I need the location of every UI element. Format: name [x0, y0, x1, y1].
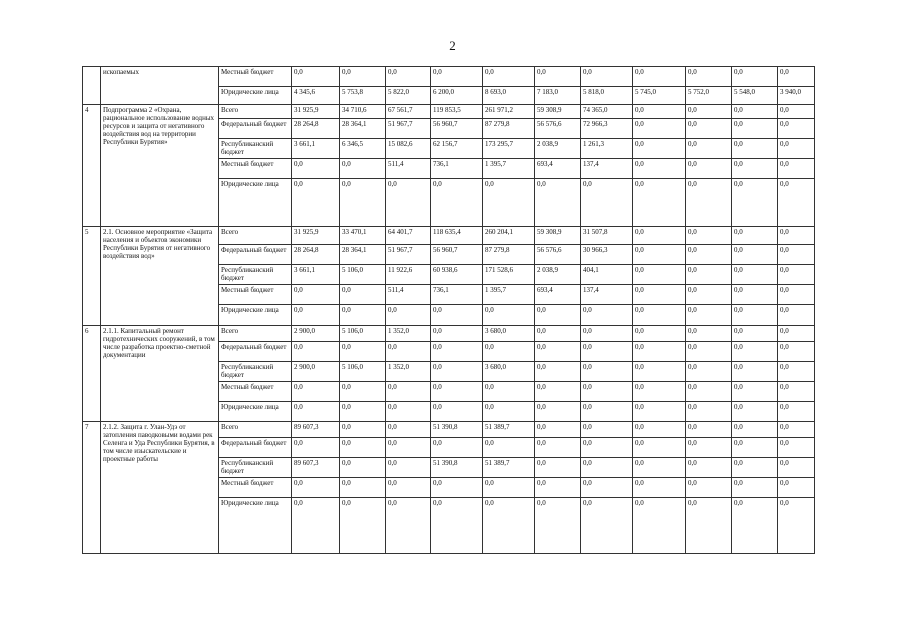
amount-cell: 0,0 [340, 305, 386, 326]
amount-cell: 0,0 [340, 402, 386, 422]
amount-cell: 0,0 [386, 179, 431, 227]
amount-cell: 0,0 [633, 159, 686, 179]
amount-cell: 0,0 [686, 227, 732, 245]
amount-cell: 5 818,0 [581, 87, 633, 105]
amount-cell: 4 345,6 [292, 87, 340, 105]
amount-cell: 0,0 [633, 105, 686, 119]
amount-cell: 0,0 [686, 105, 732, 119]
amount-cell: 3 680,0 [483, 326, 535, 342]
amount-cell: 0,0 [686, 478, 732, 498]
amount-cell: 89 607,3 [292, 422, 340, 438]
amount-cell: 6 346,5 [340, 139, 386, 159]
amount-cell: 0,0 [535, 402, 581, 422]
funding-source: Республиканский бюджет [219, 139, 292, 159]
amount-cell: 0,0 [633, 438, 686, 458]
funding-source: Всего [219, 227, 292, 245]
amount-cell: 0,0 [686, 402, 732, 422]
amount-cell: 56 960,7 [431, 245, 483, 265]
amount-cell: 0,0 [732, 326, 778, 342]
amount-cell: 87 279,8 [483, 245, 535, 265]
amount-cell: 0,0 [633, 67, 686, 87]
amount-cell: 28 364,1 [340, 245, 386, 265]
amount-cell: 0,0 [732, 139, 778, 159]
amount-cell: 51 390,8 [431, 458, 483, 478]
amount-cell: 736,1 [431, 159, 483, 179]
amount-cell: 0,0 [633, 227, 686, 245]
amount-cell: 0,0 [633, 265, 686, 285]
amount-cell: 0,0 [340, 422, 386, 438]
amount-cell: 0,0 [535, 67, 581, 87]
amount-cell: 0,0 [386, 438, 431, 458]
amount-cell: 0,0 [732, 67, 778, 87]
amount-cell: 1 352,0 [386, 362, 431, 382]
amount-cell: 0,0 [431, 498, 483, 554]
amount-cell: 5 753,8 [340, 87, 386, 105]
funding-source: Юридические лица [219, 87, 292, 105]
amount-cell: 0,0 [686, 498, 732, 554]
amount-cell: 0,0 [778, 326, 815, 342]
amount-cell: 0,0 [686, 67, 732, 87]
funding-source: Юридические лица [219, 179, 292, 227]
amount-cell: 31 507,8 [581, 227, 633, 245]
amount-cell: 0,0 [581, 422, 633, 438]
amount-cell: 0,0 [732, 362, 778, 382]
page-number: 2 [449, 38, 456, 53]
funding-source: Юридические лица [219, 305, 292, 326]
budget-table [82, 66, 815, 554]
funding-source: Местный бюджет [219, 67, 292, 87]
amount-cell: 0,0 [431, 382, 483, 402]
amount-cell: 736,1 [431, 285, 483, 305]
amount-cell: 0,0 [535, 179, 581, 227]
row-number: 5 [83, 227, 101, 326]
amount-cell: 51 967,7 [386, 245, 431, 265]
amount-cell: 0,0 [778, 227, 815, 245]
amount-cell: 0,0 [431, 305, 483, 326]
amount-cell: 0,0 [732, 179, 778, 227]
amount-cell: 0,0 [431, 342, 483, 362]
table-row [83, 67, 815, 87]
amount-cell: 0,0 [732, 458, 778, 478]
amount-cell: 0,0 [292, 382, 340, 402]
amount-cell: 0,0 [535, 498, 581, 554]
amount-cell: 7 183,0 [535, 87, 581, 105]
funding-source: Юридические лица [219, 498, 292, 554]
table-row [83, 422, 815, 438]
amount-cell: 0,0 [633, 139, 686, 159]
funding-source: Федеральный бюджет [219, 119, 292, 139]
program-name: ископаемых [101, 67, 219, 105]
amount-cell: 51 390,8 [431, 422, 483, 438]
funding-source: Юридические лица [219, 402, 292, 422]
row-number: 6 [83, 326, 101, 422]
amount-cell: 0,0 [340, 67, 386, 87]
row-number: 4 [83, 105, 101, 227]
amount-cell: 260 204,1 [483, 227, 535, 245]
amount-cell: 2 038,9 [535, 265, 581, 285]
amount-cell: 0,0 [292, 478, 340, 498]
amount-cell: 0,0 [386, 498, 431, 554]
amount-cell: 0,0 [686, 139, 732, 159]
amount-cell: 0,0 [633, 382, 686, 402]
amount-cell: 56 576,6 [535, 245, 581, 265]
amount-cell: 0,0 [686, 305, 732, 326]
amount-cell: 0,0 [732, 105, 778, 119]
amount-cell: 0,0 [778, 382, 815, 402]
funding-source: Всего [219, 326, 292, 342]
amount-cell: 0,0 [386, 422, 431, 438]
budget-table-body [83, 67, 815, 554]
amount-cell: 0,0 [535, 438, 581, 458]
amount-cell: 60 938,6 [431, 265, 483, 285]
amount-cell: 11 922,6 [386, 265, 431, 285]
amount-cell: 3 661,1 [292, 139, 340, 159]
amount-cell: 0,0 [340, 498, 386, 554]
amount-cell: 0,0 [686, 422, 732, 438]
amount-cell: 5 106,0 [340, 362, 386, 382]
funding-source: Всего [219, 422, 292, 438]
amount-cell: 0,0 [292, 342, 340, 362]
funding-source: Республиканский бюджет [219, 362, 292, 382]
amount-cell: 51 967,7 [386, 119, 431, 139]
amount-cell: 0,0 [581, 438, 633, 458]
amount-cell: 0,0 [778, 245, 815, 265]
amount-cell: 3 940,0 [778, 87, 815, 105]
amount-cell: 0,0 [340, 458, 386, 478]
amount-cell: 0,0 [686, 326, 732, 342]
amount-cell: 67 561,7 [386, 105, 431, 119]
amount-cell: 3 680,0 [483, 362, 535, 382]
amount-cell: 0,0 [535, 478, 581, 498]
amount-cell: 0,0 [431, 478, 483, 498]
amount-cell: 0,0 [633, 478, 686, 498]
amount-cell: 74 365,0 [581, 105, 633, 119]
amount-cell: 0,0 [292, 402, 340, 422]
amount-cell: 0,0 [292, 67, 340, 87]
amount-cell: 0,0 [581, 382, 633, 402]
amount-cell: 0,0 [778, 67, 815, 87]
amount-cell: 0,0 [686, 159, 732, 179]
funding-source: Местный бюджет [219, 382, 292, 402]
amount-cell: 0,0 [633, 402, 686, 422]
amount-cell: 0,0 [732, 478, 778, 498]
amount-cell: 0,0 [386, 305, 431, 326]
amount-cell: 15 082,6 [386, 139, 431, 159]
funding-source: Местный бюджет [219, 159, 292, 179]
amount-cell: 0,0 [778, 119, 815, 139]
amount-cell: 0,0 [483, 382, 535, 402]
amount-cell: 0,0 [483, 438, 535, 458]
amount-cell: 0,0 [386, 67, 431, 87]
amount-cell: 0,0 [292, 305, 340, 326]
amount-cell: 0,0 [732, 402, 778, 422]
amount-cell: 0,0 [431, 67, 483, 87]
amount-cell: 0,0 [431, 179, 483, 227]
amount-cell: 0,0 [340, 478, 386, 498]
amount-cell: 0,0 [633, 179, 686, 227]
amount-cell: 0,0 [340, 342, 386, 362]
amount-cell: 0,0 [686, 382, 732, 402]
amount-cell: 0,0 [292, 179, 340, 227]
row-number: 7 [83, 422, 101, 554]
amount-cell: 34 710,6 [340, 105, 386, 119]
amount-cell: 261 971,2 [483, 105, 535, 119]
amount-cell: 0,0 [778, 438, 815, 458]
amount-cell: 59 308,9 [535, 227, 581, 245]
amount-cell: 0,0 [732, 382, 778, 402]
amount-cell: 0,0 [686, 438, 732, 458]
amount-cell: 5 106,0 [340, 326, 386, 342]
amount-cell: 171 528,6 [483, 265, 535, 285]
amount-cell: 0,0 [292, 159, 340, 179]
amount-cell: 0,0 [292, 285, 340, 305]
amount-cell: 0,0 [778, 422, 815, 438]
amount-cell: 2 038,9 [535, 139, 581, 159]
amount-cell: 173 295,7 [483, 139, 535, 159]
amount-cell: 87 279,8 [483, 119, 535, 139]
amount-cell: 0,0 [483, 305, 535, 326]
amount-cell: 0,0 [778, 362, 815, 382]
amount-cell: 51 389,7 [483, 422, 535, 438]
amount-cell: 693,4 [535, 285, 581, 305]
amount-cell: 0,0 [535, 382, 581, 402]
amount-cell: 59 308,9 [535, 105, 581, 119]
amount-cell: 0,0 [340, 179, 386, 227]
amount-cell: 0,0 [386, 382, 431, 402]
amount-cell: 0,0 [732, 159, 778, 179]
amount-cell: 0,0 [581, 326, 633, 342]
amount-cell: 0,0 [686, 179, 732, 227]
amount-cell: 0,0 [386, 402, 431, 422]
amount-cell: 0,0 [431, 362, 483, 382]
amount-cell: 5 548,0 [732, 87, 778, 105]
amount-cell: 0,0 [778, 478, 815, 498]
amount-cell: 0,0 [732, 438, 778, 458]
amount-cell: 0,0 [686, 458, 732, 478]
amount-cell: 0,0 [778, 458, 815, 478]
amount-cell: 0,0 [483, 478, 535, 498]
amount-cell: 0,0 [292, 498, 340, 554]
amount-cell: 0,0 [732, 245, 778, 265]
amount-cell: 0,0 [633, 498, 686, 554]
amount-cell: 0,0 [535, 342, 581, 362]
amount-cell: 0,0 [732, 119, 778, 139]
amount-cell: 51 389,7 [483, 458, 535, 478]
amount-cell: 5 752,0 [686, 87, 732, 105]
amount-cell: 0,0 [778, 179, 815, 227]
amount-cell: 0,0 [535, 305, 581, 326]
amount-cell: 0,0 [633, 458, 686, 478]
amount-cell: 0,0 [431, 438, 483, 458]
amount-cell: 0,0 [535, 422, 581, 438]
amount-cell: 1 395,7 [483, 159, 535, 179]
amount-cell: 0,0 [778, 402, 815, 422]
amount-cell: 0,0 [340, 159, 386, 179]
amount-cell: 30 966,3 [581, 245, 633, 265]
amount-cell: 28 264,8 [292, 245, 340, 265]
amount-cell: 1 261,3 [581, 139, 633, 159]
amount-cell: 62 156,7 [431, 139, 483, 159]
table-row [83, 326, 815, 342]
amount-cell: 0,0 [483, 179, 535, 227]
amount-cell: 0,0 [778, 265, 815, 285]
funding-source: Всего [219, 105, 292, 119]
amount-cell: 0,0 [386, 478, 431, 498]
amount-cell: 0,0 [431, 402, 483, 422]
amount-cell: 0,0 [732, 285, 778, 305]
amount-cell: 0,0 [386, 458, 431, 478]
amount-cell: 0,0 [581, 179, 633, 227]
amount-cell: 56 960,7 [431, 119, 483, 139]
funding-source: Федеральный бюджет [219, 342, 292, 362]
amount-cell: 0,0 [686, 285, 732, 305]
amount-cell: 1 352,0 [386, 326, 431, 342]
amount-cell: 137,4 [581, 285, 633, 305]
amount-cell: 0,0 [340, 382, 386, 402]
funding-source: Федеральный бюджет [219, 245, 292, 265]
amount-cell: 0,0 [778, 342, 815, 362]
amount-cell: 0,0 [633, 342, 686, 362]
amount-cell: 0,0 [581, 305, 633, 326]
amount-cell: 404,1 [581, 265, 633, 285]
amount-cell: 1 395,7 [483, 285, 535, 305]
amount-cell: 0,0 [292, 438, 340, 458]
amount-cell: 0,0 [431, 326, 483, 342]
amount-cell: 33 470,1 [340, 227, 386, 245]
amount-cell: 693,4 [535, 159, 581, 179]
table-row [83, 105, 815, 119]
amount-cell: 31 925,9 [292, 227, 340, 245]
amount-cell: 0,0 [732, 342, 778, 362]
amount-cell: 0,0 [483, 342, 535, 362]
amount-cell: 0,0 [581, 342, 633, 362]
amount-cell: 0,0 [778, 159, 815, 179]
funding-source: Местный бюджет [219, 285, 292, 305]
amount-cell: 511,4 [386, 159, 431, 179]
amount-cell: 0,0 [483, 498, 535, 554]
amount-cell: 0,0 [581, 362, 633, 382]
amount-cell: 137,4 [581, 159, 633, 179]
amount-cell: 0,0 [535, 326, 581, 342]
amount-cell: 0,0 [581, 478, 633, 498]
amount-cell: 0,0 [581, 458, 633, 478]
program-name: 2.1.1. Капитальный ремонт гидротехнических сооружений, в том числе разработка проектно-сметной документации [101, 326, 219, 422]
amount-cell: 0,0 [633, 362, 686, 382]
amount-cell: 0,0 [581, 402, 633, 422]
amount-cell: 0,0 [778, 498, 815, 554]
amount-cell: 0,0 [633, 119, 686, 139]
amount-cell: 0,0 [686, 342, 732, 362]
amount-cell: 511,4 [386, 285, 431, 305]
amount-cell: 0,0 [778, 139, 815, 159]
amount-cell: 0,0 [633, 305, 686, 326]
amount-cell: 0,0 [686, 119, 732, 139]
amount-cell: 64 401,7 [386, 227, 431, 245]
amount-cell: 0,0 [732, 422, 778, 438]
amount-cell: 0,0 [732, 305, 778, 326]
amount-cell: 0,0 [732, 265, 778, 285]
program-name: 2.1.2. Защита г. Улан-Удэ от затопления паводковыми водами рек Селенга и Уда Республики Бурятия, в том числе изыскательские и проектные работы [101, 422, 219, 554]
amount-cell: 0,0 [633, 285, 686, 305]
amount-cell: 2 900,0 [292, 326, 340, 342]
amount-cell: 0,0 [633, 245, 686, 265]
amount-cell: 5 106,0 [340, 265, 386, 285]
amount-cell: 0,0 [633, 326, 686, 342]
amount-cell: 0,0 [778, 285, 815, 305]
funding-source: Федеральный бюджет [219, 438, 292, 458]
amount-cell: 0,0 [340, 438, 386, 458]
funding-source: Республиканский бюджет [219, 265, 292, 285]
amount-cell: 118 635,4 [431, 227, 483, 245]
amount-cell: 119 853,5 [431, 105, 483, 119]
amount-cell: 0,0 [581, 67, 633, 87]
amount-cell: 0,0 [686, 265, 732, 285]
amount-cell: 28 264,8 [292, 119, 340, 139]
amount-cell: 0,0 [778, 105, 815, 119]
amount-cell: 0,0 [386, 342, 431, 362]
amount-cell: 0,0 [535, 362, 581, 382]
row-number [83, 67, 101, 105]
amount-cell: 0,0 [686, 362, 732, 382]
amount-cell: 28 364,1 [340, 119, 386, 139]
amount-cell: 8 693,0 [483, 87, 535, 105]
amount-cell: 89 607,3 [292, 458, 340, 478]
amount-cell: 56 576,6 [535, 119, 581, 139]
amount-cell: 0,0 [732, 498, 778, 554]
program-name: 2.1. Основное мероприятие «Защита населения и объектов экономики Республики Бурятия от негативного воздействия вод» [101, 227, 219, 326]
amount-cell: 31 925,9 [292, 105, 340, 119]
amount-cell: 0,0 [581, 498, 633, 554]
amount-cell: 3 661,1 [292, 265, 340, 285]
amount-cell: 0,0 [778, 305, 815, 326]
amount-cell: 5 822,0 [386, 87, 431, 105]
amount-cell: 5 745,0 [633, 87, 686, 105]
amount-cell: 72 966,3 [581, 119, 633, 139]
amount-cell: 2 900,0 [292, 362, 340, 382]
funding-source: Республиканский бюджет [219, 458, 292, 478]
funding-source: Местный бюджет [219, 478, 292, 498]
table-row [83, 227, 815, 245]
amount-cell: 0,0 [535, 458, 581, 478]
program-name: Подпрограмма 2 «Охрана, рациональное использование водных ресурсов и защита от негативного воздействия вод на территории Республики Бурятия» [101, 105, 219, 227]
amount-cell: 0,0 [633, 422, 686, 438]
amount-cell: 6 200,0 [431, 87, 483, 105]
amount-cell: 0,0 [483, 67, 535, 87]
amount-cell: 0,0 [686, 245, 732, 265]
amount-cell: 0,0 [732, 227, 778, 245]
amount-cell: 0,0 [483, 402, 535, 422]
amount-cell: 0,0 [340, 285, 386, 305]
